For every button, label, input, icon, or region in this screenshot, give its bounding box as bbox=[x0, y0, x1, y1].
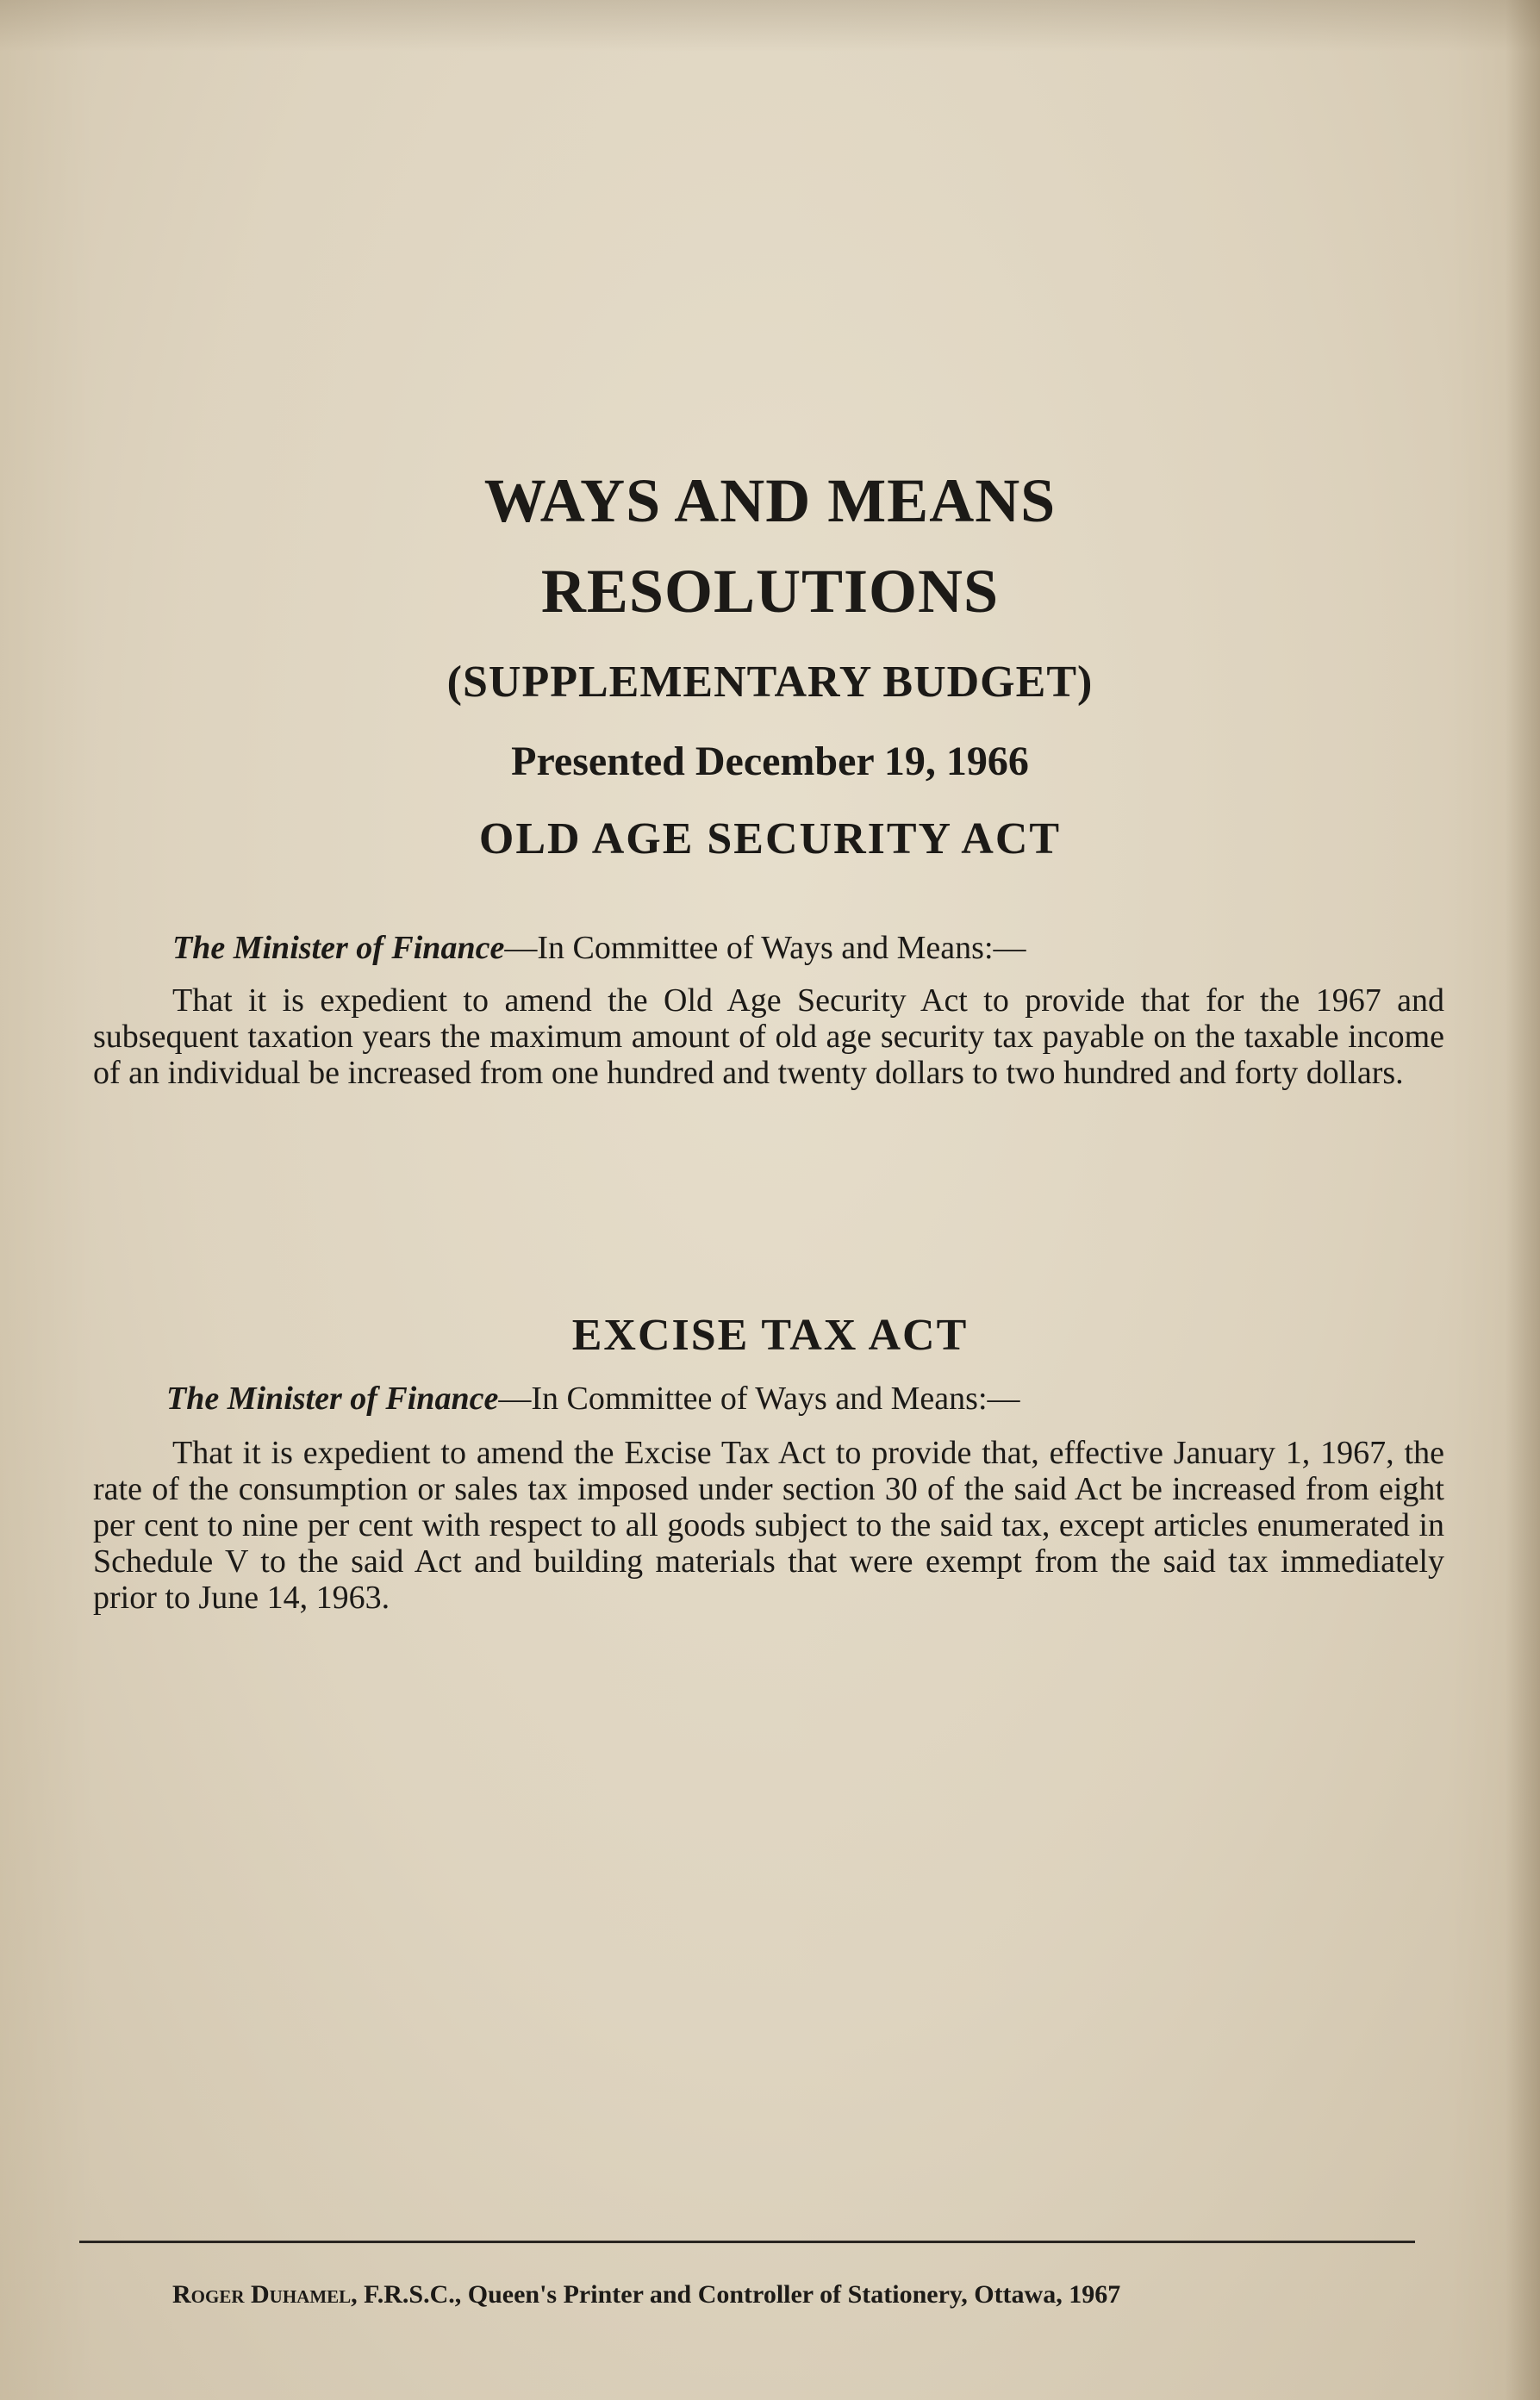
minister-title: The Minister of Finance bbox=[172, 930, 505, 966]
committee-text: —In Committee of Ways and Means:— bbox=[498, 1381, 1020, 1417]
section-heading-excise-tax: EXCISE TAX ACT bbox=[571, 1311, 969, 1360]
minister-line-1 bbox=[172, 929, 1026, 967]
minister-title: The Minister of Finance bbox=[166, 1381, 499, 1417]
subtitle: (SUPPLEMENTARY BUDGET) bbox=[446, 658, 1094, 707]
printer-imprint bbox=[172, 2280, 1120, 2310]
page-top-shadow bbox=[0, 0, 1540, 52]
presented-date: Presented December 19, 1966 bbox=[511, 739, 1029, 784]
title-line-1: WAYS AND MEANS bbox=[483, 466, 1057, 535]
resolution-paragraph-2: That it is expedient to amend the Excise Tax Act to provide that, effective January 1, 1967, the rate of the consumption or sales tax imposed under section 30 of the said Act be increased from eight per cent to nine per cent with respect to all goods subject to the said tax, except articles enumerated in Schedule V to the said Act and building materials that were exempt from the said tax immediately prior to June 14, 1963. bbox=[93, 1435, 1444, 1616]
printer-credentials: , F.R.S.C., Queen's Printer and Controller of Stationery, Ottawa, 1967 bbox=[351, 2280, 1121, 2309]
section-heading-old-age-security: OLD AGE SECURITY ACT bbox=[478, 814, 1062, 863]
resolution-paragraph-1: That it is expedient to amend the Old Age Security Act to provide that for the 1967 and subsequent taxation years the maximum amount of old age security tax payable on the taxable income of an individual be increased from one hundred and twenty dollars to two hundred and forty dollars. bbox=[93, 982, 1444, 1091]
title-line-2: RESOLUTIONS bbox=[540, 557, 1000, 626]
page-edge-shadow bbox=[1506, 0, 1540, 2400]
committee-text: —In Committee of Ways and Means:— bbox=[504, 930, 1026, 966]
printer-name: Roger Duhamel bbox=[172, 2280, 352, 2309]
minister-line-2 bbox=[166, 1380, 1020, 1418]
footer-rule bbox=[79, 2241, 1415, 2243]
